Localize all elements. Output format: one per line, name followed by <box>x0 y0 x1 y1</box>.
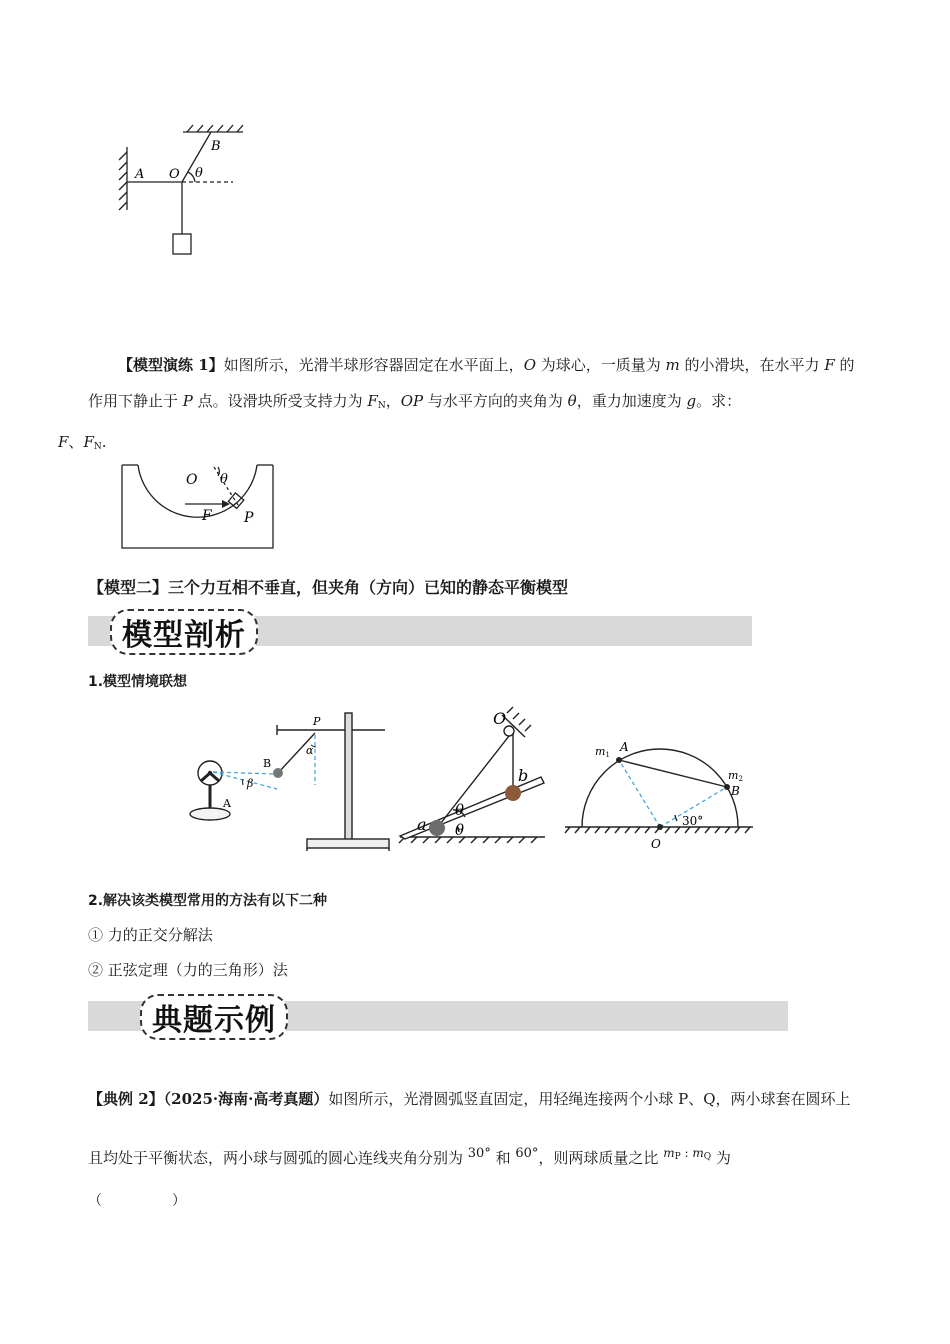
stand-scene <box>190 713 389 851</box>
answer-blank: （ ） <box>88 1193 186 1209</box>
method-2: ② 正弦定理（力的三角形）法 <box>88 961 288 979</box>
text-run: 点。设滑块所受支持力为 <box>192 392 368 410</box>
label-angle: 30° <box>682 814 704 828</box>
var-f: F <box>824 356 835 374</box>
text-run: ， <box>385 392 401 410</box>
var-o: O <box>523 356 536 374</box>
example-2-tag: 【典例 2】 <box>88 1090 164 1108</box>
label-b: B <box>263 757 272 770</box>
var-g: g <box>686 392 697 410</box>
text-run: . <box>101 433 107 451</box>
var-p: P <box>182 392 193 410</box>
label-theta: θ <box>195 166 203 181</box>
label-o: O <box>186 472 198 488</box>
text-run: 。求： <box>696 392 742 410</box>
mass-ratio: mP : mQ <box>663 1146 712 1162</box>
text-run: 的小滑块，在水平力 <box>679 356 825 374</box>
label-alpha: α <box>306 744 314 757</box>
text-run: 如图所示，光滑圆弧竖直固定，用轻绳连接两个小球 P、Q，两小球套在圆环上且均处于平衡状态，两小球与圆弧的圆心连线夹角分别为 <box>88 1090 851 1167</box>
var-op: OP <box>400 392 424 410</box>
label-m2: m2 <box>728 769 743 783</box>
var-fn-sub: N <box>377 401 386 411</box>
label-p: P <box>313 715 321 728</box>
label-theta: θ <box>220 472 228 487</box>
label-a: a <box>417 815 427 834</box>
label-o: O <box>651 837 661 851</box>
text-run: 为 <box>711 1149 731 1167</box>
label-theta-1: θ <box>455 801 465 819</box>
text-run: 为球心，一质量为 <box>536 356 666 374</box>
text-run: ，重力加速度为 <box>576 392 687 410</box>
incline-scene <box>399 707 545 843</box>
angle-60: 60° <box>515 1146 539 1161</box>
arc-scene <box>565 740 753 851</box>
text-run: 与水平方向的夹角为 <box>423 392 568 410</box>
label-beta: β <box>247 777 254 790</box>
label-a: A <box>620 740 629 754</box>
text-run: 、 <box>68 433 84 451</box>
rope-figure <box>115 122 250 262</box>
exercise-1-tag: 【模型演练 1】 <box>118 356 224 374</box>
text-run: ，则两球质量之比 <box>538 1149 664 1167</box>
label-a: A <box>223 797 231 810</box>
example-2-source: （2025·海南·高考真题） <box>163 1090 329 1108</box>
label-a: A <box>135 167 145 182</box>
example-2-paragraph <box>88 1072 864 1185</box>
var-f: F <box>58 433 69 451</box>
var-theta: θ <box>567 392 577 410</box>
var-fn: F <box>367 392 378 410</box>
section-1-title: 1.模型情境联想 <box>88 674 188 690</box>
label-p: P <box>244 510 254 526</box>
label-theta-2: θ <box>455 821 465 839</box>
banner-typical-examples: 典题示例 <box>140 994 288 1040</box>
banner-model-analysis: 模型剖析 <box>110 609 258 655</box>
text-run: 如图所示，光滑半球形容器固定在水平面上， <box>223 356 524 374</box>
section-2-title: 2.解决该类模型常用的方法有以下二种 <box>88 893 328 909</box>
method-1: ① 力的正交分解法 <box>88 926 213 944</box>
model-2-heading: 【模型二】三个力互相不垂直，但夹角（方向）已知的静态平衡模型 <box>88 578 569 597</box>
scenes-figure <box>185 705 765 855</box>
label-o: O <box>493 709 507 728</box>
bowl-figure <box>120 462 276 552</box>
text-run: 和 <box>490 1149 516 1167</box>
text-run: 的作用下静止于 <box>88 356 855 410</box>
label-b: B <box>731 784 740 798</box>
exercise-1-paragraph <box>58 347 864 465</box>
var-fn-sub: N <box>93 442 102 452</box>
label-f: F <box>202 508 212 524</box>
label-b: B <box>211 139 221 154</box>
label-m1: m1 <box>595 745 610 759</box>
label-o: O <box>169 167 180 182</box>
var-fn: F <box>83 433 94 451</box>
angle-30: 30° <box>467 1146 491 1161</box>
var-m: m <box>665 356 680 374</box>
label-b: b <box>518 766 529 785</box>
